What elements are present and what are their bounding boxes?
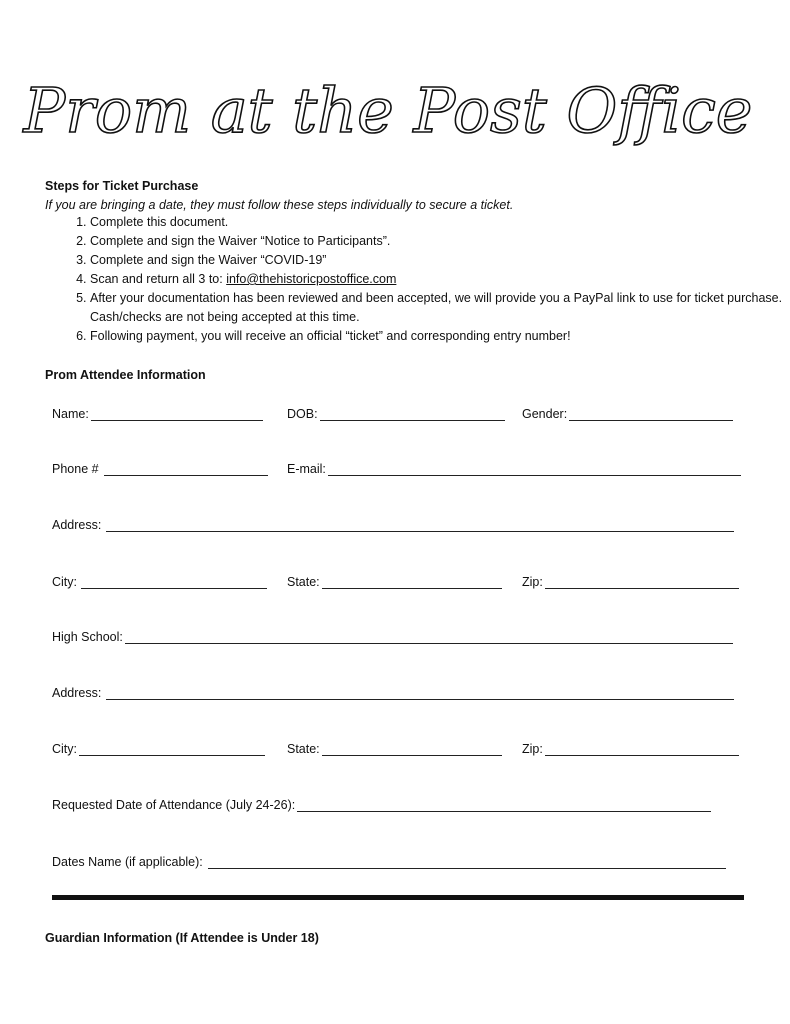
zip-label: Zip: [522,575,543,589]
step-text: Complete and sign the Waiver “COVID-19” [90,253,327,267]
state-label: State: [287,575,320,589]
title-logo [23,40,753,180]
row-requested-date [52,797,744,817]
school-city-label: City: [52,742,77,756]
state-line[interactable] [322,574,502,589]
row-address [52,517,744,537]
step-text: Scan and return all 3 to: [90,272,227,286]
intro-text: If you are bringing a date, they must follow these steps individually to secure a ticket. [45,198,514,212]
email-line[interactable] [328,461,741,476]
step-item [90,213,790,232]
dob-label: DOB: [287,407,318,421]
high-school-label: High School: [52,630,123,644]
zip-line[interactable] [545,574,739,589]
school-zip-field[interactable] [522,741,739,756]
school-city-field[interactable] [52,741,265,756]
phone-field[interactable] [52,461,268,476]
row-school-address [52,685,744,705]
high-school-line[interactable] [125,629,733,644]
city-line[interactable] [81,574,267,589]
gender-label: Gender: [522,407,568,421]
row-name-dob-gender [52,406,744,426]
school-city-line[interactable] [79,741,265,756]
school-zip-line[interactable] [545,741,739,756]
address-label: Address: [52,518,102,532]
gender-field[interactable] [522,406,733,421]
phone-label: Phone # [52,462,99,476]
gender-line[interactable] [569,406,733,421]
step-text: Following payment, you will receive an official “ticket” and corresponding entry number! [90,329,571,343]
row-school-city-state-zip [52,741,744,761]
section-divider [52,895,744,900]
school-address-line[interactable] [106,685,734,700]
requested-date-field[interactable] [52,797,711,812]
name-field[interactable] [52,406,263,421]
school-state-label: State: [287,742,320,756]
city-field[interactable] [52,574,267,589]
steps-list [45,213,790,346]
step-item [90,327,790,346]
row-dates-name [52,854,744,874]
address-field[interactable] [52,517,734,532]
row-high-school [52,629,744,649]
email-link[interactable]: info@thehistoricpostoffice.com [226,272,397,286]
dob-line[interactable] [320,406,505,421]
step-item [90,251,790,270]
school-address-label: Address: [52,686,102,700]
address-line[interactable] [106,517,734,532]
attendee-heading: Prom Attendee Information [45,368,206,382]
name-line[interactable] [91,406,263,421]
title-text: Prom at the Post Office [23,74,753,147]
high-school-field[interactable] [52,629,733,644]
step-text: Complete this document. [90,215,229,229]
email-field[interactable] [287,461,741,476]
step-text: Complete and sign the Waiver “Notice to Participants”. [90,234,391,248]
zip-field[interactable] [522,574,739,589]
step-item [90,289,790,327]
school-zip-label: Zip: [522,742,543,756]
requested-date-label: Requested Date of Attendance (July 24-26): [52,798,296,812]
requested-date-line[interactable] [297,797,711,812]
school-address-field[interactable] [52,685,734,700]
step-item [90,232,790,251]
email-label: E-mail: [287,462,326,476]
steps-heading: Steps for Ticket Purchase [45,179,199,193]
dates-name-field[interactable] [52,854,726,869]
step-text: After your documentation has been reviewed and been accepted, we will provide you a PayPal link to use for ticket purchase. Cash/checks are not being accepted at this time. [90,291,783,324]
school-state-line[interactable] [322,741,502,756]
city-label: City: [52,575,77,589]
dates-name-line[interactable] [208,854,726,869]
script-title [23,40,753,180]
dob-field[interactable] [287,406,505,421]
step-item [90,270,790,289]
school-state-field[interactable] [287,741,502,756]
phone-line[interactable] [104,461,268,476]
name-label: Name: [52,407,89,421]
state-field[interactable] [287,574,502,589]
row-city-state-zip [52,574,744,594]
dates-name-label: Dates Name (if applicable): [52,855,203,869]
row-phone-email [52,461,744,481]
guardian-heading: Guardian Information (If Attendee is Under 18) [45,931,319,945]
